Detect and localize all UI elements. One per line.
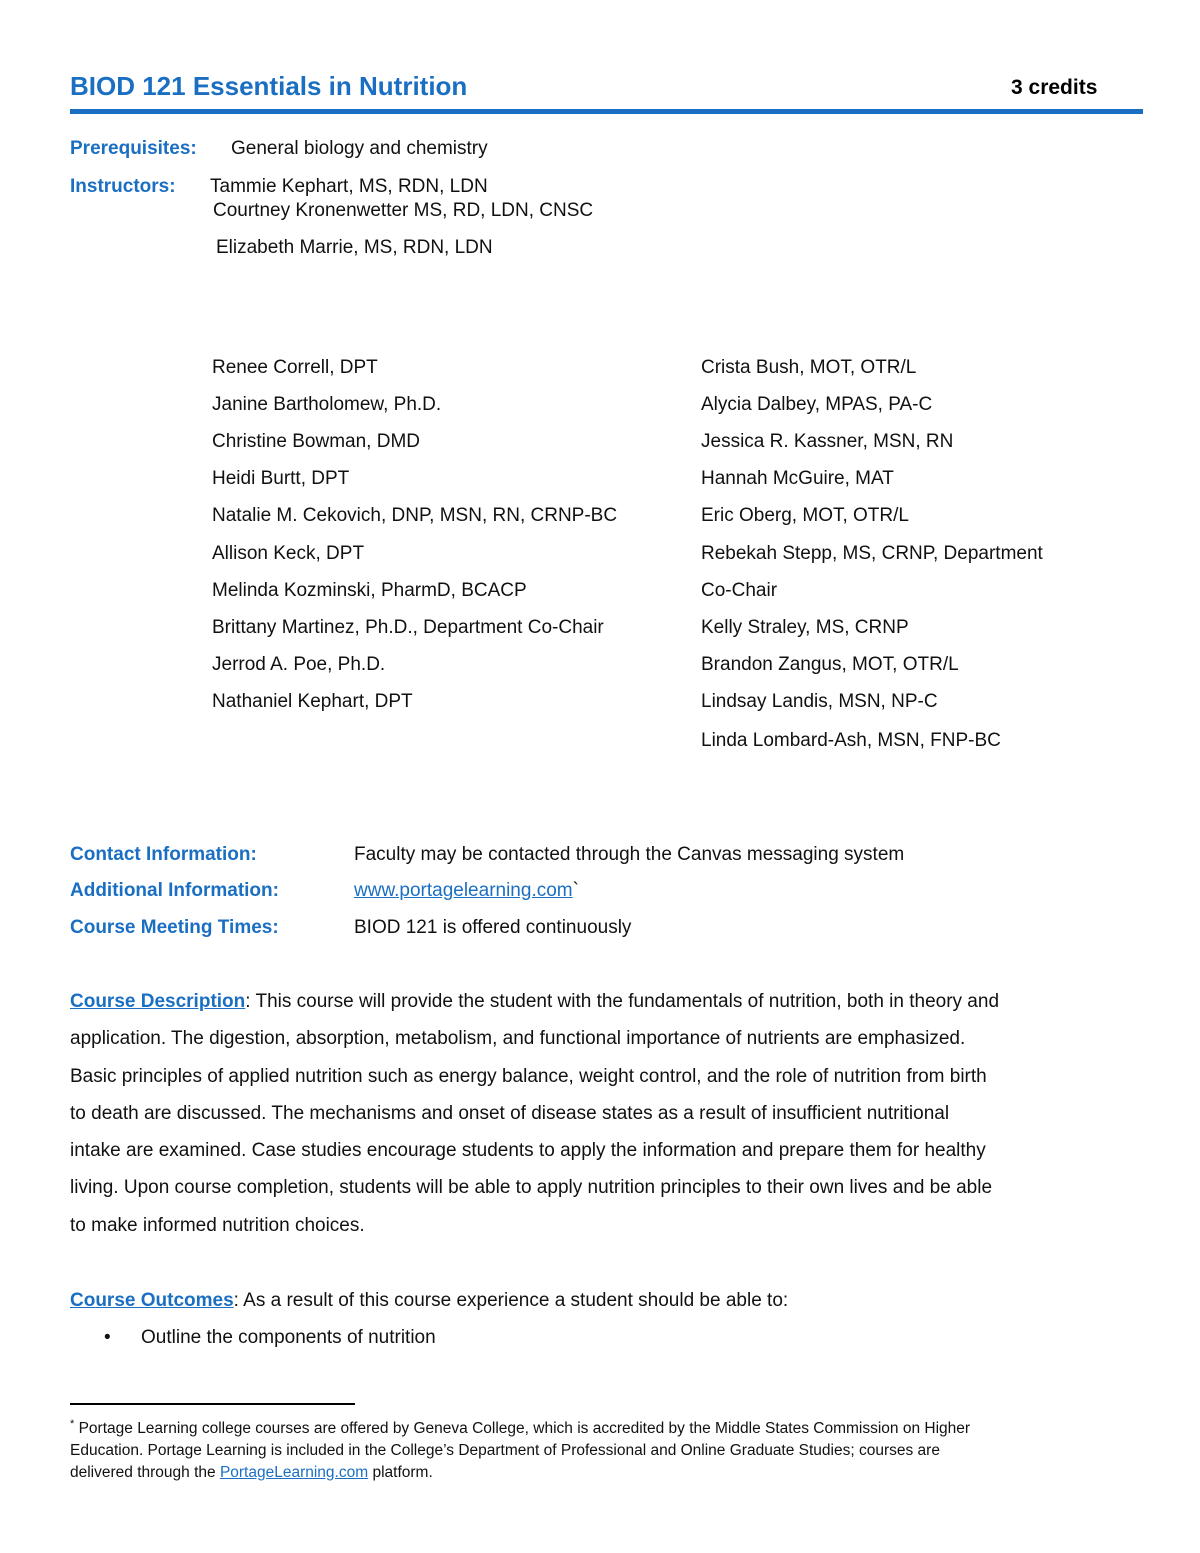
course-outcomes-heading[interactable]: Course Outcomes [70, 1290, 234, 1311]
additional-info-suffix: ` [572, 880, 579, 901]
footnote-text: platform. [368, 1464, 433, 1481]
header-rule [70, 109, 1143, 114]
additional-info-label: Additional Information: [70, 880, 279, 901]
outcomes-intro: : As a result of this course experience a student should be able to: [233, 1290, 789, 1311]
portage-website-link[interactable]: www.portagelearning.com [354, 880, 573, 901]
instructor-name: Tammie Kephart, MS, RDN, LDN [210, 176, 488, 197]
faculty-name: Janine Bartholomew, Ph.D. [212, 394, 442, 415]
instructor-name: Elizabeth Marrie, MS, RDN, LDN [216, 237, 493, 258]
course-description [70, 983, 1135, 1244]
faculty-name: Nathaniel Kephart, DPT [212, 691, 413, 712]
faculty-name: Jessica R. Kassner, MSN, RN [701, 431, 954, 452]
meeting-times-value: BIOD 121 is offered continuously [354, 917, 632, 938]
footnote-mark: * [70, 1417, 75, 1430]
faculty-name: Brandon Zangus, MOT, OTR/L [701, 654, 959, 675]
faculty-name: Linda Lombard-Ash, MSN, FNP-BC [701, 730, 1001, 751]
faculty-name: Renee Correll, DPT [212, 357, 378, 378]
faculty-name: Rebekah Stepp, MS, CRNP, Department [701, 543, 1043, 564]
description-line: to death are discussed. The mechanisms and onset of disease states as a result of insufficient nutritional [70, 1102, 950, 1124]
contact-info-value: Faculty may be contacted through the Canvas messaging system [354, 844, 905, 865]
faculty-name: Co-Chair [701, 580, 778, 601]
faculty-name: Eric Oberg, MOT, OTR/L [701, 505, 909, 526]
additional-info-value [354, 880, 579, 902]
faculty-name: Natalie M. Cekovich, DNP, MSN, RN, CRNP-BC [212, 505, 618, 526]
faculty-name: Crista Bush, MOT, OTR/L [701, 357, 917, 378]
footnote-text: delivered through the [70, 1464, 220, 1481]
contact-info-label: Contact Information: [70, 844, 257, 865]
prerequisites-value: General biology and chemistry [231, 138, 488, 159]
description-line: Basic principles of applied nutrition such as energy balance, weight control, and the role of nutrition from birth [70, 1065, 987, 1087]
faculty-name: Kelly Straley, MS, CRNP [701, 617, 909, 638]
faculty-name: Christine Bowman, DMD [212, 431, 420, 452]
faculty-name: Jerrod A. Poe, Ph.D. [212, 654, 386, 675]
course-outcomes [70, 1282, 1135, 1319]
instructor-name: Courtney Kronenwetter MS, RD, LDN, CNSC [213, 200, 594, 221]
outcome-item: Outline the components of nutrition [141, 1327, 436, 1348]
faculty-name: Lindsay Landis, MSN, NP-C [701, 691, 938, 712]
faculty-name: Alycia Dalbey, MPAS, PA-C [701, 394, 933, 415]
credits-label: 3 credits [1011, 76, 1098, 99]
instructors-label: Instructors: [70, 176, 176, 197]
faculty-name: Heidi Burtt, DPT [212, 468, 350, 489]
meeting-times-label: Course Meeting Times: [70, 917, 279, 938]
footnote-text: Portage Learning college courses are offered by Geneva College, which is accredited by the Middle States Commission on Higher [78, 1420, 971, 1437]
prerequisites-label: Prerequisites: [70, 138, 197, 159]
bullet-icon: • [104, 1327, 111, 1348]
description-line: intake are examined. Case studies encourage students to apply the information and prepare them for healthy [70, 1140, 986, 1162]
description-line: to make informed nutrition choices. [70, 1214, 365, 1236]
description-line: application. The digestion, absorption, metabolism, and functional importance of nutrients are emphasized. [70, 1028, 966, 1050]
footnote-rule [70, 1403, 355, 1405]
faculty-name: Melinda Kozminski, PharmD, BCACP [212, 580, 527, 601]
footnote-text: Education. Portage Learning is included in the College’s Department of Professional and Online Graduate Studies; courses are [70, 1442, 940, 1459]
description-line: living. Upon course completion, students will be able to apply nutrition principles to their own lives and be able [70, 1177, 993, 1199]
faculty-name: Allison Keck, DPT [212, 543, 365, 564]
faculty-name: Hannah McGuire, MAT [701, 468, 894, 489]
footnote [70, 1418, 1130, 1484]
description-line: : This course will provide the student with the fundamentals of nutrition, both in theory and [245, 991, 1000, 1012]
course-description-heading[interactable]: Course Description [70, 991, 246, 1012]
course-title: BIOD 121 Essentials in Nutrition [70, 71, 468, 101]
portage-learning-link[interactable]: PortageLearning.com [219, 1464, 369, 1481]
faculty-name: Brittany Martinez, Ph.D., Department Co-Chair [212, 617, 604, 638]
